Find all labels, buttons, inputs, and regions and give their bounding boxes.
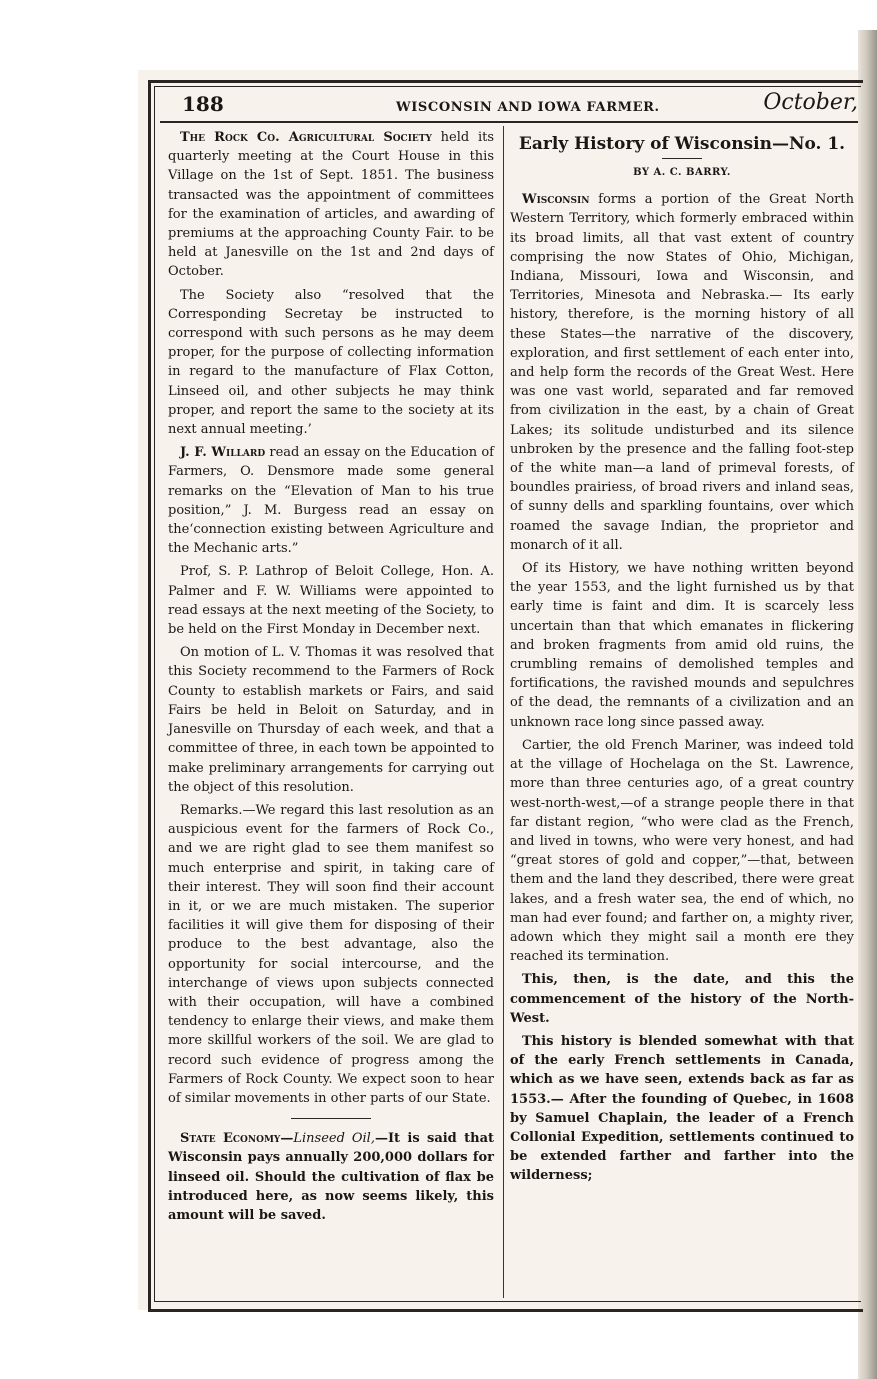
page-header <box>160 88 858 120</box>
section-rule <box>291 1118 371 1119</box>
history-1553-paragraph: Of its History, we have nothing written beyond the year 1553, and the light furnished us by that early time is faint and dim. It is scarcely less uncertain than that which emanates in flickering and broken fragments from amid old ruins, the crumbling remains of demolished temples and fortifications, the ravished mounds and sepulchres of the dead, the remnants of a civilization and an unknown race long since passed away. <box>510 561 854 730</box>
french-settlements-paragraph: This history is blended somewhat with that of the early French settlements in Canada, which as we have seen, extends back as far as 1553.— After the founding of Quebec, in 1608 by Samuel Chaplain, the leader of a French Collonial Expedition, settlements continued to be extended farther and farther into the wilderness; <box>510 1033 854 1184</box>
article-title: Early History of Wisconsin—No. 1. <box>518 134 846 154</box>
state-economy-lead: State Economy— <box>180 1131 294 1147</box>
header-month: October, <box>763 90 858 115</box>
state-economy-paragraph <box>168 1129 494 1225</box>
left-column <box>168 128 494 1229</box>
appointment-paragraph: Prof, S. P. Lathrop of Beloit College, Hon. A. Palmer and F. W. Williams were appointed to read essays at the next meeting of the Society, to be held on the First Monday in December next. <box>168 564 494 638</box>
date-paragraph: This, then, is the date, and this the commencement of the history of the North-West. <box>510 972 854 1026</box>
running-title: WISCONSIN AND IOWA FARMER. <box>396 100 660 115</box>
society-text: held its quarterly meeting at the Court House in this Village on the 1st of Sept. 1851. The business transacted was the appointment of committees for the examination of articles, and awarding of premiums at the approaching County Fair. to be held at Janesville on the 1st and 2nd days of October. <box>168 130 494 280</box>
resolution-paragraph: The Society also “resolved that the Corresponding Secretay be instructed to correspond with such persons as he may deem proper, for the purpose of collecting information in regard to the manufacture of Flax Cotton, Linseed oil, and other subjects he may think proper, and report the same to the society at its next annual meeting.’ <box>168 287 494 438</box>
motion-paragraph: On motion of L. V. Thomas it was resolved that this Society recommend to the Farmers of Rock County to establish markets or Fairs, and said Fairs be held in Beloit on Saturday, and in Janesville on Thursday of each week, and that a committee of three, in each town be appointed to make preliminary arrangements for carrying out the object of this resolution. <box>168 645 495 795</box>
header-rule <box>160 121 858 123</box>
essay-paragraph <box>168 443 494 558</box>
society-lead: The Rock Co. Agricultural Society <box>180 130 432 145</box>
right-column <box>510 128 854 1190</box>
page-number: 188 <box>182 92 224 116</box>
state-economy-text: —It is said that Wisconsin pays annually 200,000 dollars for linseed oil. Should the cultivation of flax be introduced here, as now seems likely, this amount will be saved. <box>168 1131 495 1223</box>
history-intro-paragraph <box>510 190 854 555</box>
cartier-paragraph: Cartier, the old French Mariner, was indeed told at the village of Hochelaga on the St. Lawrence, more than three centuries ago, of a great country west-north-west,—of a strange people there in that far distant region, “who were clad as the French, and lived in towns, who were very honest, and had “great stores of gold and copper,”—that, between them and the land they described, there were great lakes, and a fresh water sea, the end of which, no man had ever found; and farther on, a mighty river, adown which they might sail a month ere they reached its termination. <box>510 737 854 965</box>
society-meeting-paragraph <box>168 128 494 282</box>
remarks-paragraph: Remarks.—We regard this last resolution as an auspicious event for the farmers of Rock Co., and we are right glad to see them manifest so much enterprise and spirit, in taking care of their interest. They will soon find their account in it, or we are much mistaken. The superior facilities it will give them for disposing of their produce to the best advantage, also the opportunity for social intercourse, and the interchange of views upon subjects connected with their occupation, will have a combined tendency to enlarge their views, and make them more skillful workers of the soil. We are glad to record such evidence of progress among the Farmers of Rock County. We expect soon to hear of similar movements in other parts of our State. <box>168 802 494 1106</box>
history-intro-text: forms a portion of the Great North Western Territory, which formerly embraced within its broad limits, all that vast extent of country comprising the now States of Ohio, Michigan, Indiana, Missouri, Iowa and Wisconsin, and Territories, Minesota and Nebraska.— Its early history, therefore, is the morning history of all these States—the narrative of the discovery, exploration, and first settlement of each enter into, and help form the records of the Great West. Here was one vast world, separated and far removed from civilization in the east, by a chain of Great Lakes; its solitude undisturbed and its silence unbroken by the presence and the falling foot-step of the white man—a land of primeval forests, of boundles prairiess, of broad rivers and inland seas, of sunny dells and sparkling fountains, over which roamed the savage Indian, the proprietor and monarch of it all. <box>510 192 854 553</box>
linseed-oil-heading: Linseed Oil, <box>293 1131 375 1147</box>
wisconsin-lead: Wisconsin <box>522 192 590 208</box>
title-rule <box>662 158 702 159</box>
essay-text: read an essay on the Education of Farmers, O. Densmore made some general remarks on the “Elevation of Man to his true position,” J. M. Burgess read an essay on the‘connection existing between Agriculture and the Mechanic arts.” <box>168 445 494 557</box>
byline: BY A. C. BARRY. <box>633 167 731 178</box>
willard-lead: J. F. Willard <box>180 445 266 461</box>
column-divider <box>503 126 504 1298</box>
